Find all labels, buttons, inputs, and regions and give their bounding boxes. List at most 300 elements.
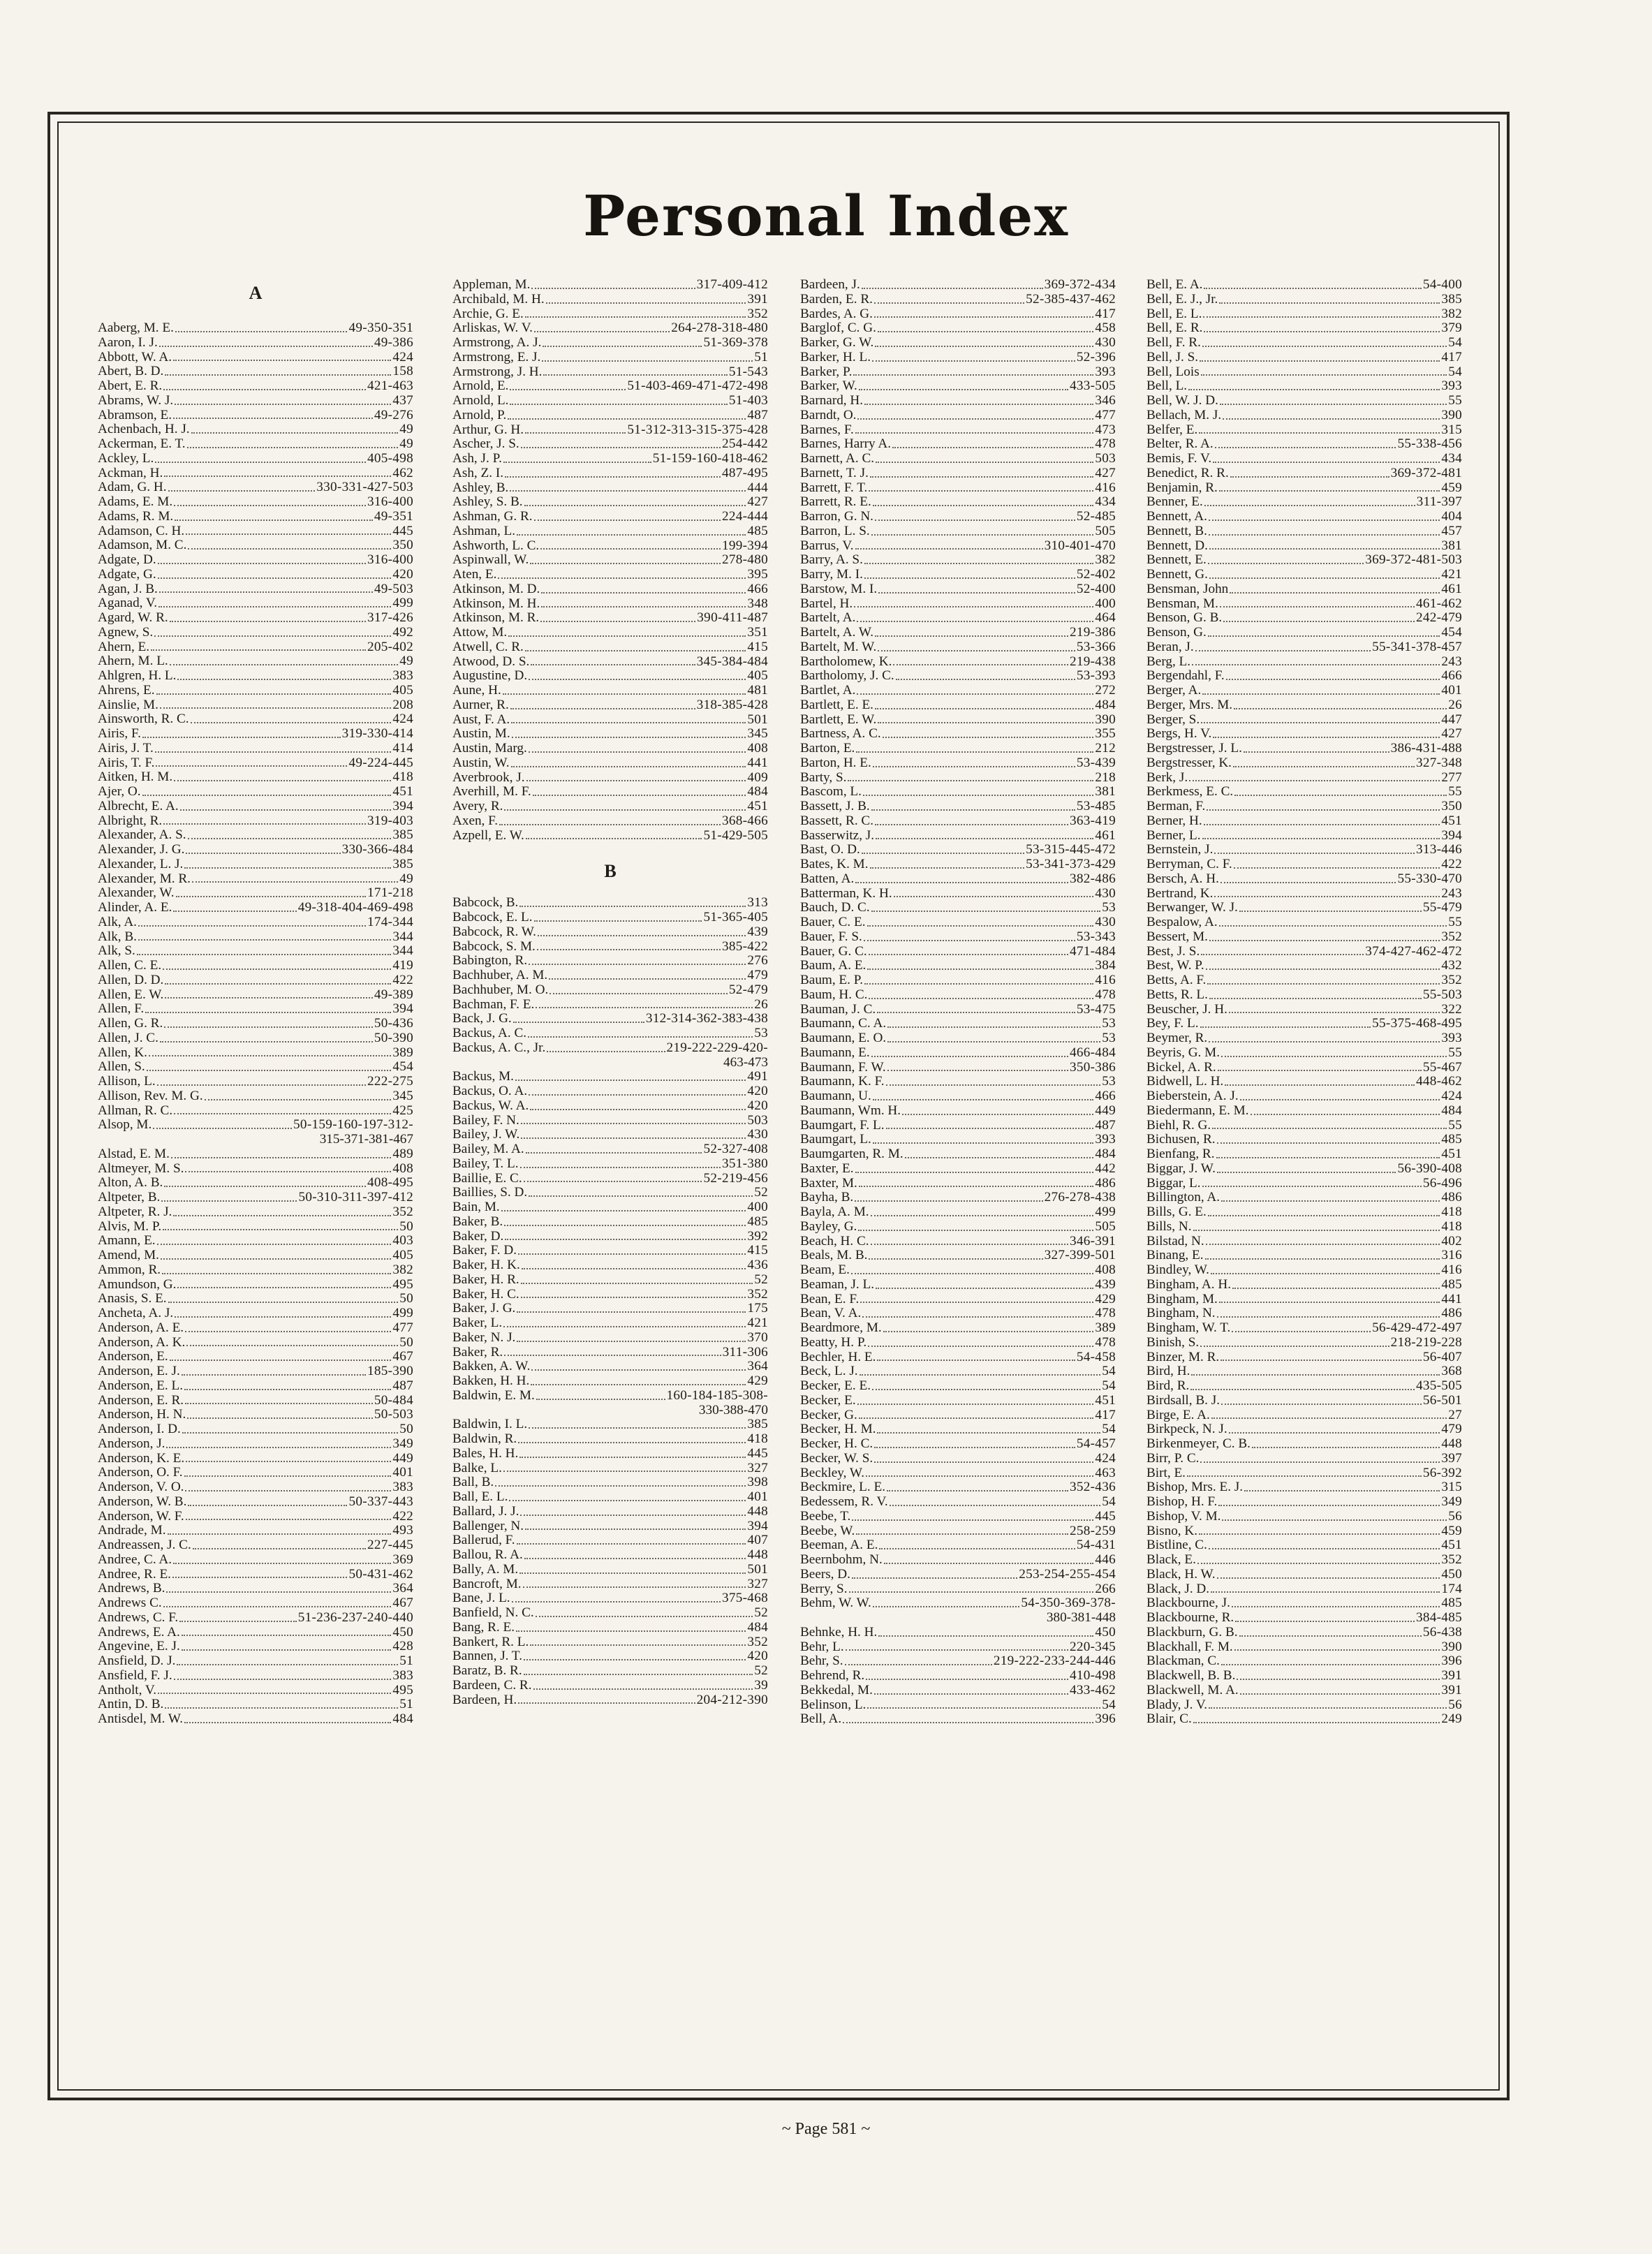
entry-pages: 49-389 (374, 987, 413, 1002)
entry-pages: 51-543 (728, 364, 768, 379)
entry-pages: 501 (747, 712, 768, 727)
dot-leader (182, 1649, 392, 1651)
index-entry (1146, 1466, 1462, 1481)
entry-name: Bachman, F. E. (452, 996, 535, 1012)
entry-pages: 327 (747, 1576, 768, 1591)
dot-leader (870, 476, 1093, 478)
entry-name: Bemis, F. V. (1146, 451, 1212, 466)
entry-name: Atkinson, M. H. (452, 596, 540, 611)
entry-pages: 390 (1441, 407, 1462, 422)
index-entry (800, 408, 1116, 423)
entry-pages: 158 (392, 364, 413, 379)
entry-name: Ahrens, E. (98, 682, 155, 698)
entry-pages: 53-485 (1076, 799, 1116, 813)
entry-pages: 484 (1441, 1103, 1462, 1118)
entry-name: Andrews, E. A. (98, 1624, 180, 1640)
index-entry (452, 1591, 768, 1606)
index-entry (452, 1533, 768, 1548)
dot-leader (173, 359, 391, 361)
dot-leader (175, 403, 391, 405)
index-entry (1146, 1582, 1462, 1597)
entry-pages: 55-503 (1422, 987, 1462, 1002)
entry-name: Anderson, O. F. (98, 1465, 183, 1480)
dot-leader (874, 316, 1093, 318)
index-entry (800, 466, 1116, 481)
entry-pages: 266 (1095, 1581, 1116, 1596)
dot-leader (871, 1214, 1094, 1216)
entry-name: Bell, E. L. (1146, 306, 1202, 321)
index-entry (452, 481, 768, 496)
index-entry (452, 1635, 768, 1650)
entry-pages: 410-498 (1069, 1668, 1116, 1683)
entry-name: Bernstein, J. (1146, 842, 1214, 857)
entry-pages: 49-386 (374, 334, 413, 350)
entry-pages: 450 (392, 1624, 413, 1640)
index-entry (1146, 1321, 1462, 1336)
entry-pages: 50-390 (374, 1030, 413, 1045)
index-entry (1146, 1046, 1462, 1061)
dot-leader (1219, 925, 1447, 927)
dot-leader (529, 1195, 753, 1197)
entry-name: Bienfang, R. (1146, 1147, 1215, 1161)
index-entry (98, 1596, 413, 1611)
index-entry (452, 1331, 768, 1346)
dot-leader (205, 1098, 392, 1100)
dot-leader (1220, 881, 1396, 883)
entry-name: Baumann, Wm. H. (800, 1103, 901, 1118)
index-entry (800, 669, 1116, 684)
index-entry (800, 901, 1116, 915)
dot-leader (864, 403, 1093, 405)
entry-name: Andrade, M. (98, 1523, 166, 1538)
dot-leader (870, 867, 1025, 869)
index-entry (800, 1568, 1116, 1582)
dot-leader (151, 649, 366, 651)
dot-leader (1208, 562, 1364, 564)
index-entry (1146, 1278, 1462, 1292)
dot-leader (1211, 1417, 1447, 1419)
dot-leader (513, 1021, 644, 1023)
dot-leader (524, 1180, 702, 1182)
dot-leader (873, 1098, 1094, 1100)
entry-name: Black, E. (1146, 1552, 1196, 1567)
entry-name: Alton, A. B. (98, 1175, 163, 1191)
dot-leader (505, 1238, 746, 1240)
index-entry (98, 1147, 413, 1162)
entry-pages: 27 (1448, 1407, 1462, 1422)
entry-name: Ashman, L. (452, 523, 516, 538)
index-entry (1146, 524, 1462, 539)
entry-name: Bey, F. L. (1146, 1016, 1199, 1031)
entry-pages: 420 (392, 566, 413, 582)
index-entry (452, 452, 768, 466)
entry-pages: 219-222-233-244-446 (993, 1653, 1116, 1669)
dot-leader (543, 345, 702, 347)
dot-leader (155, 751, 392, 753)
index-entry (452, 1302, 768, 1316)
entry-pages: 352 (1441, 929, 1462, 944)
index-entry (452, 756, 768, 771)
entry-name: Anderson, E. R. (98, 1392, 184, 1408)
dot-leader (1221, 1663, 1440, 1665)
entry-name: Barker, W. (800, 378, 857, 394)
dot-leader (877, 1359, 1075, 1361)
index-entry (98, 364, 413, 379)
entry-pages: 316 (1441, 1248, 1462, 1263)
dot-leader (179, 1620, 297, 1622)
entry-pages: 499 (392, 596, 413, 611)
entry-pages: 53-343 (1076, 929, 1116, 944)
entry-name: Berger, A. (1146, 683, 1202, 698)
dot-leader (886, 1084, 1101, 1086)
index-entry (452, 466, 768, 481)
index-entry (800, 1177, 1116, 1191)
index-entry (1146, 321, 1462, 336)
dot-leader (1219, 1301, 1440, 1303)
entry-name: Anasis, S. E. (98, 1291, 167, 1306)
entry-pages: 52-385-437-462 (1026, 291, 1116, 307)
entry-name: Baker, L. (452, 1316, 503, 1330)
index-entry (452, 1664, 768, 1679)
dot-leader (1200, 1461, 1440, 1463)
index-entry (800, 321, 1116, 336)
dot-leader (1219, 489, 1440, 492)
entry-pages: 501 (747, 1561, 768, 1577)
entry-name: Atwood, D. S. (452, 654, 530, 669)
index-entry (98, 1306, 413, 1321)
entry-pages: 50 (399, 1334, 413, 1350)
dot-leader (1187, 1475, 1422, 1477)
dot-leader (887, 1040, 1100, 1043)
entry-name: Birt, E. (1146, 1465, 1186, 1480)
entry-name: Bishop, V. M. (1146, 1508, 1221, 1524)
entry-pages: 54-400 (1422, 277, 1462, 292)
dot-leader (160, 1040, 373, 1043)
entry-name: Baumann, F. W. (800, 1059, 886, 1075)
index-entry (98, 1466, 413, 1480)
index-entry (800, 1248, 1116, 1263)
entry-name: Bascom, L. (800, 784, 862, 800)
entry-pages: 415 (747, 1243, 768, 1258)
entry-pages: 394 (1441, 827, 1462, 843)
entry-name: Andree, R. E. (98, 1566, 171, 1582)
index-entry (98, 452, 413, 466)
index-entry (452, 1230, 768, 1244)
index-entry (1146, 1452, 1462, 1466)
entry-name: Bassett, J. B. (800, 799, 870, 813)
entry-pages: 404 (1441, 509, 1462, 524)
entry-pages: 394 (392, 798, 413, 813)
entry-name: Beals, M. B. (800, 1248, 868, 1263)
entry-pages: 51-403-469-471-472-498 (627, 378, 768, 394)
dot-leader (873, 765, 1075, 767)
dot-leader (186, 1344, 398, 1346)
dot-leader (1206, 1243, 1440, 1245)
dot-leader (161, 1200, 297, 1202)
entry-pages: 53 (1102, 900, 1116, 915)
entry-name: Betts, R. L. (1146, 987, 1208, 1002)
index-entry (800, 524, 1116, 539)
index-entry (800, 1278, 1116, 1292)
entry-name: Bell, A. (800, 1711, 842, 1727)
entry-name: Baxter, E. (800, 1161, 854, 1176)
entry-pages: 364 (747, 1359, 768, 1374)
entry-name: Armstrong, J. H. (452, 364, 543, 379)
dot-leader (192, 881, 398, 883)
page-title: Personal Index (583, 183, 1069, 249)
entry-pages: 277 (1441, 769, 1462, 785)
entry-pages: 433-462 (1069, 1682, 1116, 1697)
entry-pages: 481 (747, 683, 768, 698)
index-entry (452, 1346, 768, 1360)
index-entry (452, 1026, 768, 1041)
index-entry (1146, 466, 1462, 481)
index-entry (800, 785, 1116, 800)
entry-name: Baker, B. (452, 1214, 503, 1229)
index-entry (452, 626, 768, 640)
entry-pages: 50 (399, 1291, 413, 1306)
index-entry (452, 293, 768, 307)
index-entry (800, 1466, 1116, 1481)
index-entry (452, 1693, 768, 1708)
entry-pages: 53 (1102, 1031, 1116, 1045)
entry-pages: 487-495 (721, 465, 768, 480)
entry-name: Austin, Marg. (452, 741, 527, 756)
index-entry (452, 1215, 768, 1230)
entry-pages: 466 (1441, 668, 1462, 684)
dot-leader (867, 925, 1094, 927)
dot-leader (503, 1470, 746, 1472)
entry-name: Bayla, A. M. (800, 1205, 869, 1219)
entry-name: Armstrong, E. J. (452, 349, 541, 364)
dot-leader (862, 852, 1024, 854)
entry-name: Alexander, L. J. (98, 856, 184, 871)
dot-leader (857, 1403, 1094, 1405)
dot-leader (1206, 968, 1440, 970)
entry-pages: 408 (747, 741, 768, 756)
entry-name: Babington, R. (452, 953, 528, 968)
entry-pages: 405 (392, 682, 413, 698)
entry-name: Baker, N. J. (452, 1329, 516, 1345)
index-entry (98, 1495, 413, 1510)
entry-pages: 471-484 (1069, 943, 1116, 959)
index-entry (1146, 1220, 1462, 1235)
entry-pages: 435-505 (1415, 1378, 1462, 1393)
index-entry (452, 321, 768, 336)
entry-name: Best, W. P. (1146, 958, 1204, 973)
dot-leader (175, 519, 373, 521)
index-entry (98, 669, 413, 684)
entry-pages: 276-278-438 (1044, 1190, 1116, 1205)
entry-pages: 441 (747, 755, 768, 770)
dot-leader (876, 837, 1093, 839)
entry-pages: 264-278-318-480 (671, 321, 768, 336)
dot-leader (170, 620, 366, 622)
entry-pages: 352 (747, 1286, 768, 1302)
index-entry (452, 925, 768, 940)
entry-name: Berman, F. (1146, 799, 1206, 813)
entry-pages: 53-366 (1076, 639, 1116, 654)
dot-leader (875, 823, 1068, 825)
entry-pages: 401 (747, 1489, 768, 1504)
dot-leader (1209, 997, 1422, 999)
entry-name: Bellach, M. J. (1146, 407, 1222, 422)
dot-leader (855, 881, 1068, 883)
entry-pages: 400 (747, 1200, 768, 1214)
index-entry (98, 351, 413, 365)
entry-name: Baillies, S. D. (452, 1185, 528, 1200)
dot-leader (172, 1576, 347, 1578)
entry-pages: 407 (747, 1533, 768, 1548)
dot-leader (520, 1514, 746, 1516)
index-entry (452, 524, 768, 539)
entry-pages: 397 (1441, 1450, 1462, 1466)
entry-pages: 486 (1441, 1190, 1462, 1205)
entry-name: Adams, R. M. (98, 508, 174, 524)
entry-pages: 409 (747, 769, 768, 785)
entry-name: Bannen, J. T. (452, 1649, 523, 1664)
entry-name: Andrews, C. F. (98, 1610, 179, 1625)
index-entry (452, 940, 768, 955)
entry-pages: 391 (1441, 1682, 1462, 1697)
entry-name: Bedessem, R. V. (800, 1494, 888, 1509)
dot-leader (1211, 1272, 1440, 1274)
index-entry (452, 1374, 768, 1389)
entry-pages: 454 (1441, 625, 1462, 640)
index-entry (98, 698, 413, 713)
index-entry (98, 1104, 413, 1119)
dot-leader (855, 1171, 1094, 1173)
entry-pages: 466 (747, 581, 768, 596)
entry-pages: 54-431 (1076, 1538, 1116, 1553)
entry-pages: 445 (747, 1445, 768, 1461)
entry-pages: 391 (1441, 1668, 1462, 1683)
index-entry (800, 1147, 1116, 1162)
index-entry (1146, 1712, 1462, 1727)
entry-name: Ackerman, E. T. (98, 436, 186, 451)
entry-pages: 489 (392, 1146, 413, 1161)
entry-name: Ahlgren, H. L. (98, 668, 177, 683)
entry-pages: 427 (1095, 465, 1116, 480)
dot-leader (1230, 591, 1440, 594)
dot-leader (526, 779, 746, 781)
entry-pages: 418 (1441, 1218, 1462, 1234)
index-entry (1146, 1422, 1462, 1437)
entry-pages: 258-259 (1069, 1523, 1116, 1538)
index-entry (800, 1510, 1116, 1524)
dot-leader (1235, 1620, 1415, 1622)
entry-name: Bartlett, E. W. (800, 712, 877, 727)
dot-leader (157, 1084, 366, 1086)
entry-pages: 254-442 (721, 436, 768, 452)
index-entry (1146, 1003, 1462, 1017)
entry-pages: 466-484 (1069, 1045, 1116, 1060)
entry-pages: 56 (1448, 1508, 1462, 1524)
entry-pages: 53 (754, 1026, 768, 1040)
index-entry (1146, 626, 1462, 640)
entry-name: Behm, W. W. (800, 1596, 871, 1611)
entry-pages: 499 (1095, 1205, 1116, 1219)
index-entry (1146, 510, 1462, 524)
entry-pages: 212 (1095, 741, 1116, 756)
dot-leader (1200, 360, 1440, 362)
index-entry (452, 1012, 768, 1026)
entry-pages: 430 (747, 1127, 768, 1142)
index-entry (452, 278, 768, 293)
index-entry (800, 915, 1116, 930)
entry-name: Ainslie, M. (98, 697, 158, 712)
entry-pages: 420 (747, 1098, 768, 1113)
entry-name: Behnke, H. H. (800, 1624, 878, 1640)
entry-pages: 50-436 (374, 1016, 413, 1031)
entry-pages: 432 (1441, 958, 1462, 973)
dot-leader (1209, 1547, 1440, 1549)
dot-leader (182, 1634, 392, 1636)
index-entry (98, 944, 413, 959)
entry-name: Austin, W. (452, 755, 510, 770)
index-entry (800, 1495, 1116, 1510)
index-entry (1146, 365, 1462, 380)
dot-leader (186, 852, 340, 854)
entry-name: Amundson, G. (98, 1276, 177, 1292)
entry-name: Becker, H. C. (800, 1436, 873, 1451)
entry-name: Blackhall, F. M. (1146, 1639, 1233, 1654)
entry-pages: 39 (754, 1677, 768, 1693)
entry-name: Beymer, R. (1146, 1031, 1208, 1045)
index-entry (800, 1321, 1116, 1336)
entry-pages: 319-330-414 (341, 726, 413, 741)
entry-name: Bergs, H. V. (1146, 726, 1212, 742)
entry-name: Atkinson, M. D. (452, 581, 540, 596)
index-entry (452, 1519, 768, 1534)
index-entry (800, 640, 1116, 655)
dot-leader (1229, 1011, 1440, 1013)
index-entry (1146, 1089, 1462, 1104)
index-entry (98, 1248, 413, 1263)
entry-name: Airis, J. T. (98, 740, 154, 756)
entry-pages: 485 (747, 523, 768, 538)
dot-leader (531, 1369, 746, 1371)
index-entry (1146, 945, 1462, 959)
entry-pages: 417 (1095, 306, 1116, 321)
dot-leader (863, 794, 1093, 796)
dot-leader (156, 765, 347, 767)
entry-pages: 487 (1095, 1117, 1116, 1133)
dot-leader (187, 446, 399, 448)
entry-name: Augustine, D. (452, 668, 528, 684)
entry-pages: 311-397 (1416, 494, 1462, 510)
dot-leader (1201, 721, 1440, 723)
entry-name: Adamson, C. H. (98, 523, 185, 538)
entry-name: Birr, P. C. (1146, 1450, 1200, 1466)
entry-name: Birkenmeyer, C. B. (1146, 1436, 1251, 1451)
entry-name: Barton, E. (800, 741, 855, 756)
index-entry (98, 1422, 413, 1437)
entry-name: Biggar, J. W. (1146, 1161, 1216, 1176)
dot-leader (871, 910, 1101, 912)
entry-pages: 383 (392, 1667, 413, 1683)
entry-pages: 49-351 (374, 508, 413, 524)
entry-name: Bisno, K. (1146, 1523, 1198, 1538)
dot-leader (164, 1185, 366, 1187)
index-entry (98, 510, 413, 524)
dot-leader (1202, 345, 1447, 347)
entry-pages: 437 (392, 392, 413, 408)
entry-name: Archibald, M. H. (452, 291, 545, 307)
entry-name: Beckmire, L. E. (800, 1480, 886, 1495)
index-entry (452, 1475, 768, 1490)
entry-pages: 56-501 (1422, 1392, 1462, 1408)
